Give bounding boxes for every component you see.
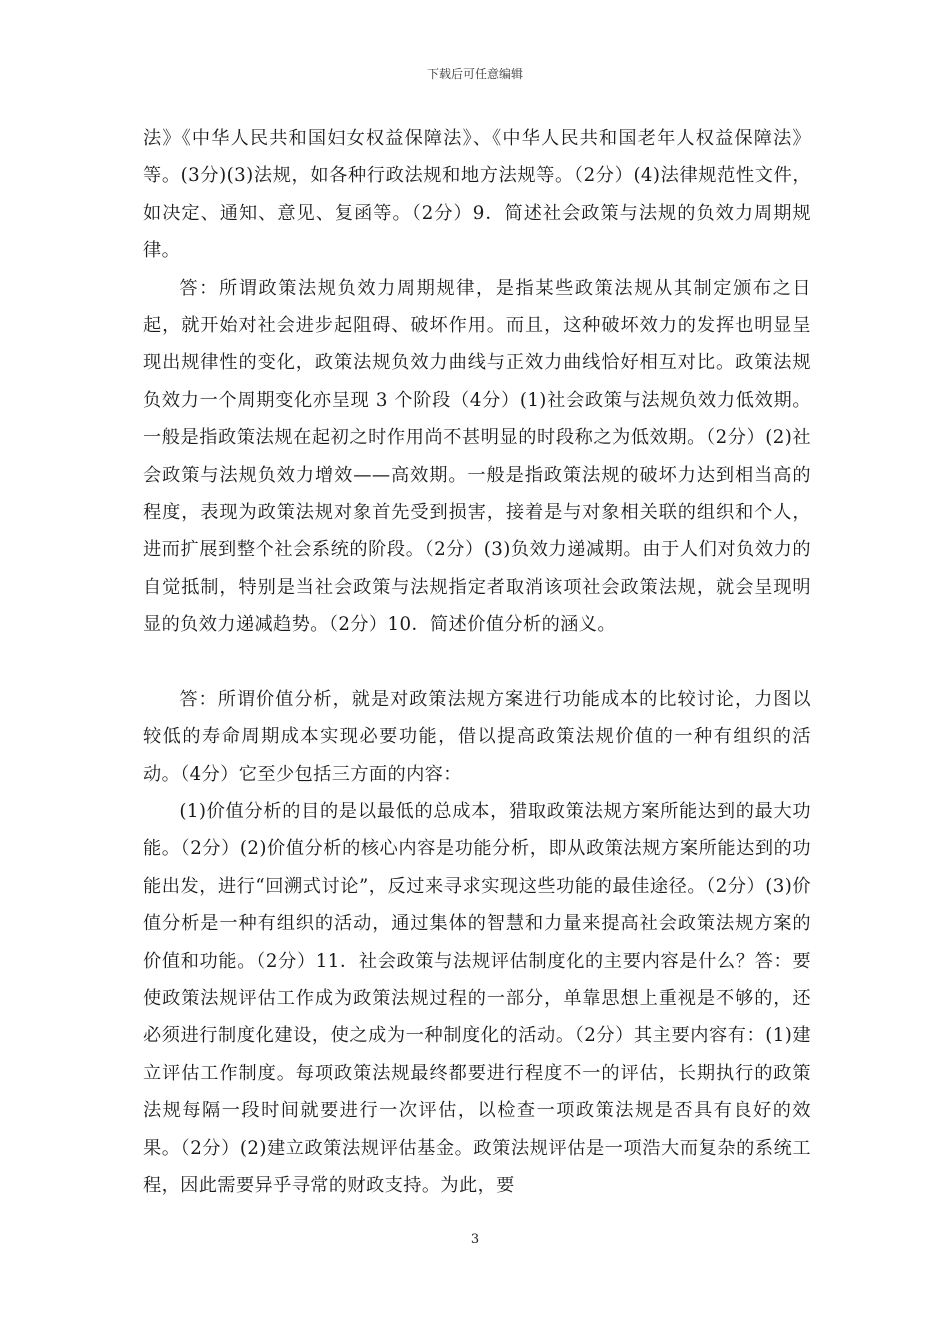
paragraph-answer-10: 答：所谓价值分析，就是对政策法规方案进行功能成本的比较讨论，力图以较低的寿命周期成本实现必要功能，借以提高政策法规价值的一种有组织的活动。（4分）它至少包括三方面的内容： <box>143 688 811 785</box>
page-number: 3 <box>470 1232 480 1247</box>
document-body <box>143 120 811 1204</box>
paragraph-answer-9: 答：所谓政策法规负效力周期规律，是指某些政策法规从其制定颁布之日起，就开始对社会进步起阻碍、破坏作用。而且，这种破坏效力的发挥也明显呈现出规律性的变化，政策法规负效力曲线与正效力曲线恰好相互对比。政策法规负效力一个周期变化亦呈现 3 个阶段（4分）(1)社会政策与法规负效力低效期。一般是指政策法规在起初之时作用尚不甚明显的时段称之为低效期。（2分）(2)社会政策与法规负效力增效——高效期。一般是指政策法规的破坏力达到相当高的程度，表现为政策法规对象首先受到损害，接着是与对象相关联的组织和个人，进而扩展到整个社会系统的阶段。（2分）(3)负效力递减期。由于人们对负效力的自觉抵制，特别是当社会政策与法规指定者取消该项社会政策法规，就会呈现明显的负效力递减趋势。（2分）10．简述价值分析的涵义。 <box>143 277 811 636</box>
paragraph-continuation: 法》《中华人民共和国妇女权益保障法》、《中华人民共和国老年人权益保障法》等。(3分)(3)法规，如各种行政法规和地方法规等。（2分）(4)法律规范性文件，如决定、通知、意见、复函等。（2分）9．简述社会政策与法规的负效力周期规律。 <box>143 128 811 262</box>
paragraph-answer-10-details: (1)价值分析的目的是以最低的总成本，猎取政策法规方案所能达到的最大功能。（2分）(2)价值分析的核心内容是功能分析，即从政策法规方案所能达到的功能出发，进行“回溯式讨论”，反过来寻求实现这些功能的最佳途径。（2分）(3)价值分析是一种有组织的活动，通过集体的智慧和力量来提高社会政策法规方案的价值和功能。（2分）11．社会政策与法规评估制度化的主要内容是什么？答：要使政策法规评估工作成为政策法规过程的一部分，单靠思想上重视是不够的，还必须进行制度化建设，使之成为一种制度化的活动。（2分）其主要内容有：(1)建立评估工作制度。每项政策法规最终都要进行程度不一的评估，长期执行的政策法规每隔一段时间就要进行一次评估，以检查一项政策法规是否具有良好的效果。（2分）(2)建立政策法规评估基金。政策法规评估是一项浩大而复杂的系统工程，因此需要异乎寻常的财政支持。为此，要 <box>143 800 811 1196</box>
page-header: 下载后可任意编辑 <box>426 67 523 81</box>
